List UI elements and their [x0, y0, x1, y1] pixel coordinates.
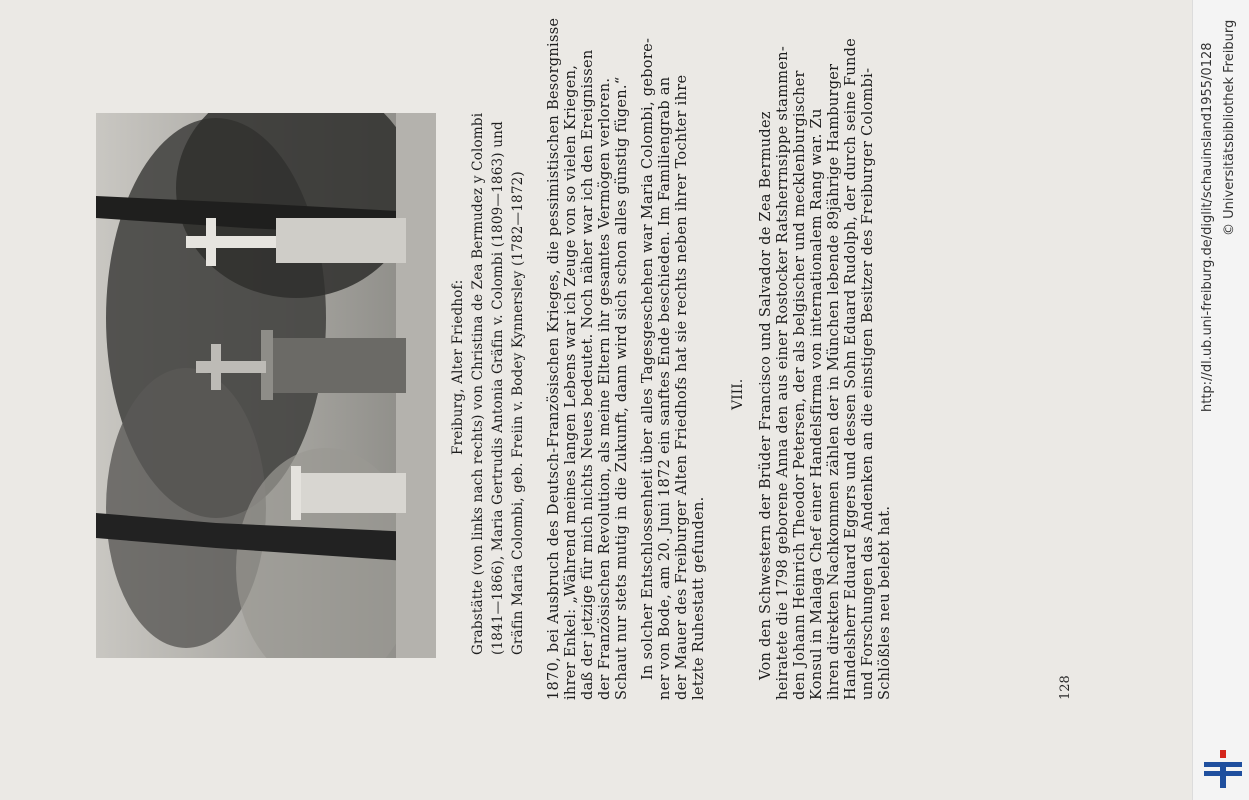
- body-line: Schlößles neu belebt hat.: [877, 505, 893, 700]
- body-line: heiratete die 1798 geborene Anna den aus einer Rostocker Ratsherrnsippe stammen-: [775, 45, 791, 700]
- caption-heading: Freiburg, Alter Friedhof:: [450, 279, 466, 455]
- caption-line: Gräfin Maria Colombi, geb. Freiin v. Bodey Kynnersley (1782—1872): [510, 171, 526, 655]
- body-line: den Johann Heinrich Theodor Petersen, der als belgischer und mecklenburgischer: [792, 70, 808, 700]
- body-line: Schaut nur stets mutig in die Zukunft, dann wird sich schon alles günstig fügen.“: [614, 76, 630, 700]
- body-line: 1870, bei Ausbruch des Deutsch-Französischen Krieges, die pessimistischen Besorgnisse: [546, 17, 562, 700]
- provenance-url-link[interactable]: http://dl.ub.uni-freiburg.de/diglit/schauinsland1955/0128: [1200, 42, 1215, 412]
- body-line: ihrer Enkel: „Während meines langen Lebens war ich Zeuge von so vielen Kriegen,: [563, 64, 579, 700]
- body-line: ner von Bode, am 20. Juni 1872 ein sanftes Ende beschieden. Im Familiengrab an: [657, 76, 673, 700]
- caption-line: Grabstätte (von links nach rechts) von Christina de Zea Bermudez y Colombi: [470, 112, 486, 655]
- body-line: ihren direkten Nachkommen zählen der in München lebende 89jährige Hamburger: [826, 63, 842, 700]
- caption-line: (1841—1866), Maria Gertrudis Antonia Gräfin v. Colombi (1809—1863) und: [490, 121, 506, 655]
- provenance-copyright: © Universitätsbibliothek Freiburg: [1222, 19, 1237, 236]
- body-line: Handelsherr Eduard Eggers und dessen Sohn Eduard Rudolph, der durch seine Funde: [843, 37, 859, 700]
- body-line: In solcher Entschlossenheit über alles Tagesgeschehen war Maria Colombi, gebore-: [640, 37, 656, 680]
- section-heading: VIII.: [730, 378, 746, 410]
- university-library-logo-icon: [1202, 748, 1244, 790]
- body-line: der Französischen Revolution, als meine Eltern ihr gesamtes Vermögen verloren.: [597, 77, 613, 700]
- page-number: 128: [1058, 675, 1073, 700]
- body-line: und Forschungen das Andenken an die einstigen Besitzer des Freiburger Colombi-: [860, 67, 876, 700]
- body-line: Konsul in Malaga Chef einer Handelsfirma von internationalem Rang war. Zu: [809, 108, 825, 700]
- body-line: letzte Ruhestatt gefunden.: [691, 496, 707, 700]
- body-line: Von den Schwestern der Brüder Francisco und Salvador de Zea Bermudez: [758, 111, 774, 680]
- cemetery-photo: [96, 113, 436, 658]
- photo-graphic: [96, 113, 436, 658]
- body-line: daß der jetzige für mich nichts Neues bedeutet. Noch näher war ich den Ereignissen: [580, 49, 596, 700]
- body-line: der Mauer des Freiburger Alten Friedhofs hat sie rechts neben ihrer Tochter ihre: [674, 74, 690, 700]
